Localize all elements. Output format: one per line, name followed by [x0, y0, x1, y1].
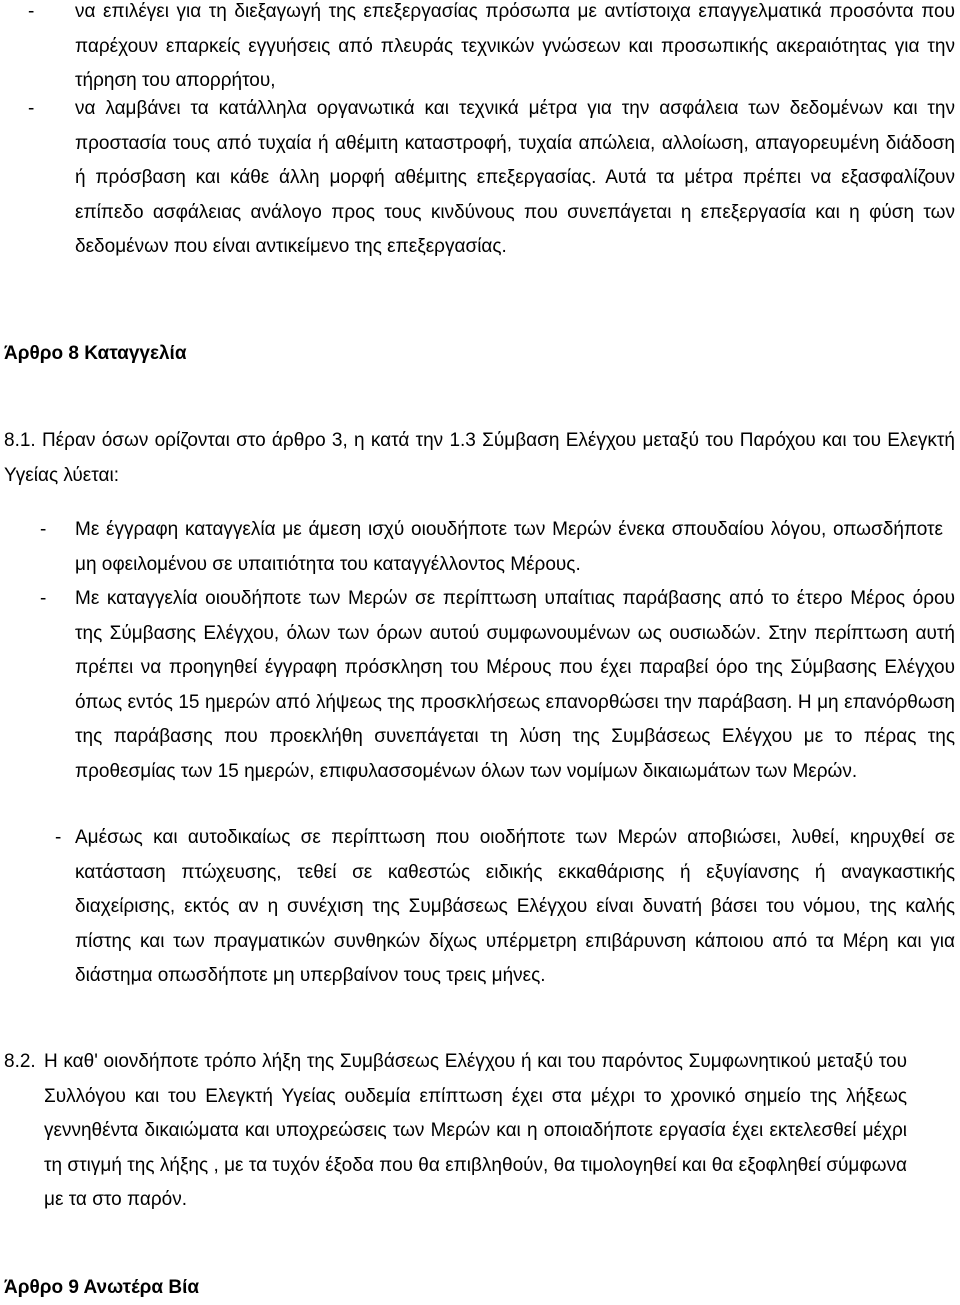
list-item-immediate-termination: Με έγγραφη καταγγελία με άμεση ισχύ οιουδήποτε των Μερών ένεκα σπουδαίου λόγου, οπωσδήποτε μη οφειλομένου σε υπαιτιότητα του καταγγέλλοντος Μέρους.	[75, 519, 943, 575]
list-item-breach-termination: Με καταγγελία οιουδήποτε των Μερών σε περίπτωση υπαίτιας παράβασης από το έτερο Μέρος όρου της Σύμβασης Ελέγχου, όλων των όρων αυτού συμφωνουμένων ως ουσιωδών. Στην περίπτωση αυτή πρέπει να προηγηθεί έγγραφη πρόσκληση του Μέρους που έχει παραβεί όρο της Σύμβασης Ελέγχου όπως εντός 15 ημερών από λήψεως της προσκλήσεως επανορθώσει την παράβαση. Η μη επανόρθωση της παράβασης που προεκλήθη συνεπάγεται τη λύση της Συμβάσεως Ελέγχου με το πέρας της προθεσμίας των 15 ημερών, επιφυλασσομένων όλων των νομίμων δικαιωμάτων των Μερών.	[75, 588, 955, 782]
list-item-staff-selection: να επιλέγει για τη διεξαγωγή της επεξεργασίας πρόσωπα με αντίστοιχα επαγγελματικά προσόντα που παρέχουν επαρκείς εγγυήσεις από πλευράς τεχνικών γνώσεων και προσωπικής ακεραιότητας για την τήρηση του απορρήτου,	[75, 1, 955, 91]
list-dash: -	[28, 98, 35, 119]
paragraph-8-2: Η καθ' οιονδήποτε τρόπο λήξη της Συμβάσεως Ελέγχου ή και του παρόντος Συμφωνητικού μεταξύ του Συλλόγου και του Ελεγκτή Υγείας ουδεμία επίπτωση έχει στα μέχρι το χρονικό σημείο της λήξεως γεννηθέντα δικαιώματα και υποχρεώσεις των Μερών και η οποιαδήποτε εργασία έχει εκτελεσθεί μέχρι τη στιγμή της λήξης , με τα τυχόν έξοδα που θα επιβληθούν, θα τιμολογηθεί και θα εξοφληθεί σύμφωνα με τα στο παρόν.	[44, 1051, 907, 1210]
paragraph-8-1: 8.1. Πέραν όσων ορίζονται στο άρθρο 3, η κατά την 1.3 Σύμβαση Ελέγχου μεταξύ του Παρόχου και του Ελεγκτή Υγείας λύεται:	[4, 430, 955, 486]
list-dash: -	[55, 827, 62, 848]
list-item-security-measures: να λαμβάνει τα κατάλληλα οργανωτικά και τεχνικά μέτρα για την ασφάλεια των δεδομένων και την προστασία τους από τυχαία ή αθέμιτη καταστροφή, τυχαία απώλεια, αλλοίωση, απαγορευμένη διάδοση ή πρόσβαση και κάθε άλλη μορφή αθέμιτης επεξεργασίας. Αυτά τα μέτρα πρέπει να εξασφαλίζουν επίπεδο ασφάλειας ανάλογο προς τους κινδύνους που συνεπάγεται η επεξεργασία και η φύση των δεδομένων που είναι αντικείμενο της επεξεργασίας.	[75, 98, 955, 257]
article-9-heading: Άρθρο 9 Ανωτέρα Βία	[4, 1277, 200, 1298]
paragraph-number: 8.2.	[4, 1051, 36, 1072]
list-item-automatic-termination: Αμέσως και αυτοδικαίως σε περίπτωση που οιοδήποτε των Μερών αποβιώσει, λυθεί, κηρυχθεί σε κατάσταση πτώχευσης, τεθεί σε καθεστώς ειδικής εκκαθάρισης ή εξυγίανσης ή αναγκαστικής διαχείρισης, εκτός αν η συνέχιση της Συμβάσεως Ελέγχου είναι δυνατή βάσει του νόμου, της καλής πίστης και των πραγματικών συνθηκών δίχως υπέρμετρη επιβάρυνση κάποιου από τα Μέρη και για διάστημα οπωσδήποτε μη υπερβαίνον τους τρεις μήνες.	[75, 827, 955, 986]
list-dash: -	[28, 1, 35, 22]
article-8-heading: Άρθρο 8 Καταγγελία	[4, 343, 187, 364]
list-dash: -	[40, 519, 47, 540]
list-dash: -	[40, 588, 47, 609]
